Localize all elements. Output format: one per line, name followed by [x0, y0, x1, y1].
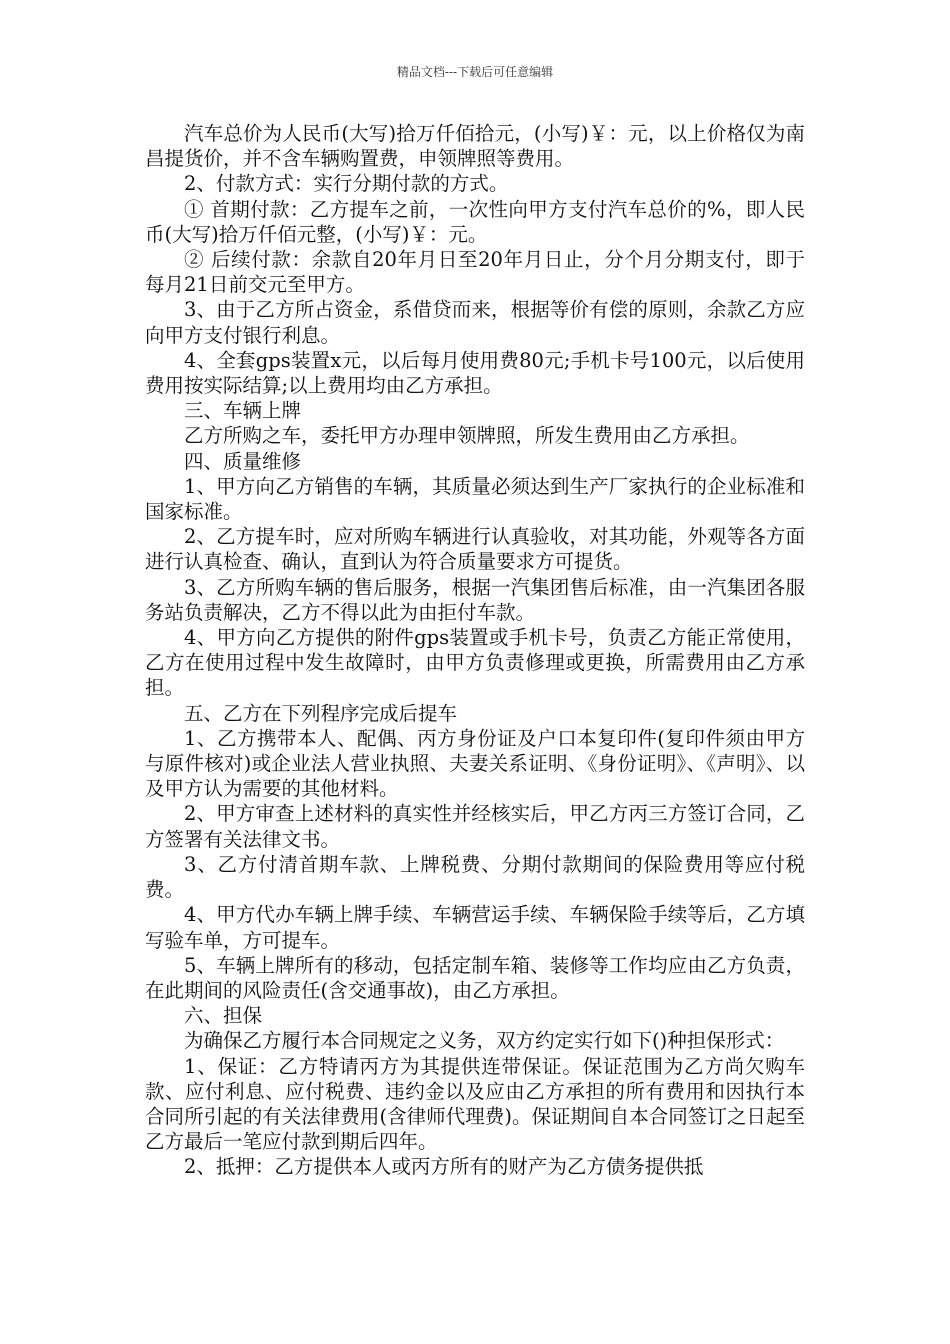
paragraph-bank-interest: 3、由于乙方所占资金，系借贷而来，根据等价有偿的原则，余款乙方应向甲方支付银行利息。	[145, 298, 805, 347]
paragraph-gps-repair: 4、甲方向乙方提供的附件gps装置或手机卡号，负责乙方能正常使用，乙方在使用过程中发生故障时，由甲方负责修理或更换，所需费用由乙方承担。	[145, 626, 805, 700]
paragraph-guarantee-intro: 为确保乙方履行本合同规定之义务，双方约定实行如下()种担保形式：	[184, 1029, 785, 1053]
paragraph-mortgage: 2、抵押：乙方提供本人或丙方所有的财产为乙方债务提供抵	[184, 1155, 704, 1179]
paragraph-down-payment: ① 首期付款：乙方提车之前，一次性向甲方支付汽车总价的%，即人民币(大写)拾万仟佰元整，(小写)￥：元。	[145, 197, 805, 246]
paragraph-contract-signing: 2、甲方审查上述材料的真实性并经核实后，甲乙方丙三方签订合同，乙方签署有关法律文书。	[145, 802, 805, 851]
document-body	[145, 121, 805, 1180]
paragraph-documents: 1、乙方携带本人、配偶、丙方身份证及户口本复印件(复印件须由甲方与原件核对)或企业法人营业执照、夫妻关系证明、《身份证明》、《声明》、以及甲方认为需要的其他材料。	[145, 726, 805, 801]
paragraph-payment-method: 2、付款方式：实行分期付款的方式。	[184, 172, 509, 196]
paragraph-gps-fee: 4、全套gps装置x元，以后每月使用费80元;手机卡号100元，以后使用费用按实际结算;以上费用均由乙方承担。	[145, 348, 805, 398]
paragraph-inspection: 2、乙方提车时，应对所购车辆进行认真验收，对其功能，外观等各方面进行认真检查、确认，直到认为符合质量要求方可提货。	[145, 525, 805, 574]
paragraph-fees-paid: 3、乙方付清首期车款、上牌税费、分期付款期间的保险费用等应付税费。	[145, 852, 805, 902]
paragraph-surety: 1、保证：乙方特请丙方为其提供连带保证。保证范围为乙方尚欠购车款、应付利息、应付税费、违约金以及应由乙方承担的所有费用和因执行本合同所引起的有关法律费用(含律师代理费)。保证期间自本合同签订之日起至乙方最后一笔应付款到期后四年。	[145, 1054, 805, 1154]
paragraph-installments: ② 后续付款：余款自20年月日至20年月日止，分个月分期支付，即于每月21日前交元至甲方。	[145, 248, 805, 297]
paragraph-after-sales: 3、乙方所购车辆的售后服务，根据一汽集团售后标准，由一汽集团各服务站负责解决，乙方不得以此为由拒付车款。	[145, 575, 805, 624]
paragraph-quality-standard: 1、甲方向乙方销售的车辆，其质量必须达到生产厂家执行的企业标准和国家标准。	[145, 474, 805, 524]
paragraph-procedures: 4、甲方代办车辆上牌手续、车辆营运手续、车辆保险手续等后，乙方填写验车单，方可提车。	[145, 903, 805, 952]
paragraph-total-price: 汽车总价为人民币(大写)拾万仟佰拾元，(小写)￥：元，以上价格仅为南昌提货价，并不含车辆购置费，申领牌照等费用。	[145, 122, 805, 171]
section-heading-pickup: 五、乙方在下列程序完成后提车	[184, 701, 458, 725]
section-heading-quality: 四、质量维修	[184, 449, 302, 473]
paragraph-modifications: 5、车辆上牌所有的移动，包括定制车箱、装修等工作均应由乙方负责，在此期间的风险责任(含交通事故)，由乙方承担。	[145, 953, 805, 1002]
page-header: 精品文档---下载后可任意编辑	[396, 65, 554, 79]
section-heading-registration: 三、车辆上牌	[184, 399, 302, 423]
section-heading-guarantee: 六、担保	[184, 1004, 263, 1028]
paragraph-registration: 乙方所购之车，委托甲方办理申领牌照，所发生费用由乙方承担。	[184, 424, 750, 448]
